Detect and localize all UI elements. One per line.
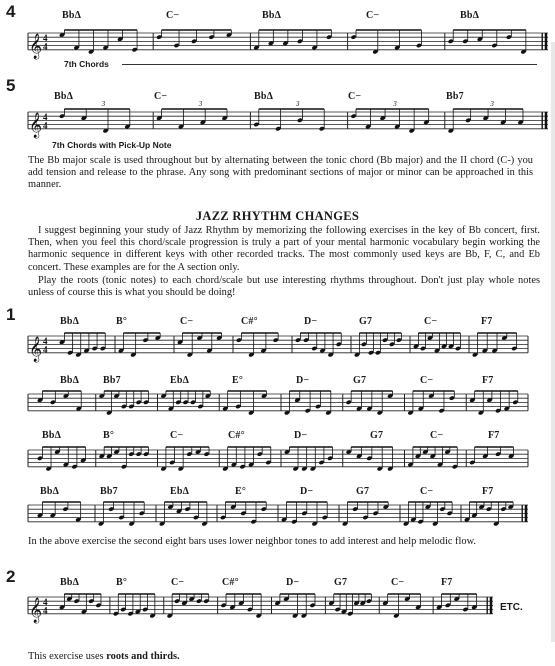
triplet-mark: 3 [490, 100, 494, 108]
time-signature-bottom: 4 [43, 41, 48, 52]
chord-symbol: C#° [228, 430, 245, 441]
time-signature-top: 4 [43, 335, 48, 346]
etc-label: ETC. [500, 602, 523, 613]
time-signature-top: 4 [43, 111, 48, 122]
example-number: 1 [6, 305, 16, 324]
chord-symbol: BbΔ [60, 375, 80, 386]
time-signature-bottom: 4 [43, 120, 48, 131]
chord-symbol: C− [391, 577, 405, 588]
chord-symbol: EbΔ [170, 486, 190, 497]
chord-symbol: Bb7 [446, 91, 464, 102]
chord-symbol: C− [170, 430, 184, 441]
staff-caption: 7th Chords with Pick-Up Note [52, 140, 172, 150]
chord-symbol: C− [430, 430, 444, 441]
chord-symbol: BbΔ [60, 577, 80, 588]
treble-clef-icon: 𝄞 [29, 33, 43, 59]
treble-clef-icon: 𝄞 [29, 597, 43, 623]
footer-text: This exercise uses [28, 651, 104, 662]
chord-symbol: C− [420, 486, 434, 497]
chord-symbol: G7 [359, 316, 373, 327]
chord-symbol: BbΔ [62, 10, 82, 21]
chord-symbol: C− [180, 316, 194, 327]
chord-symbol: D− [296, 375, 310, 386]
chord-symbol: G7 [370, 430, 384, 441]
chord-symbol: BbΔ [54, 91, 74, 102]
body-paragraph: The Bb major scale is used throughout but by alternating between the tonic chord (Bb major) and the II chord (C-) you add tension and release to the phrase. Any song with predominant sections of major or minor can be approached in this manner. [28, 155, 533, 191]
chord-symbol: B° [116, 577, 128, 588]
chord-symbol: B° [116, 316, 128, 327]
triplet-mark: 3 [198, 100, 203, 108]
time-signature-bottom: 4 [43, 605, 48, 616]
music-staff [28, 589, 493, 629]
music-staff [28, 100, 548, 144]
music-staff [28, 328, 528, 368]
chord-symbol: BbΔ [42, 430, 62, 441]
chord-symbol: C#° [222, 577, 239, 588]
treble-clef-icon: 𝄞 [29, 336, 43, 362]
chord-symbol: BbΔ [60, 316, 80, 327]
chord-symbol: B° [103, 430, 115, 441]
triplet-mark: 3 [101, 100, 106, 108]
chord-symbol: D− [304, 316, 318, 327]
treble-clef-icon: 𝄞 [29, 112, 43, 138]
footer-emphasis: roots and thirds. [106, 651, 180, 662]
chord-symbol: C− [348, 91, 362, 102]
chord-symbol: D− [286, 577, 300, 588]
example-number: 4 [6, 2, 16, 21]
chord-symbol: C#° [241, 316, 258, 327]
chord-symbol: BbΔ [460, 10, 480, 21]
example-number: 2 [6, 567, 16, 586]
example-number: 5 [6, 76, 16, 95]
music-staff [28, 497, 528, 537]
chord-symbol: F7 [482, 486, 494, 497]
time-signature-top: 4 [43, 32, 48, 43]
chord-symbol: D− [294, 430, 308, 441]
chord-symbol: EbΔ [170, 375, 190, 386]
chord-symbol: G7 [353, 375, 367, 386]
chord-symbol: C− [171, 577, 185, 588]
body-paragraph: Play the roots (tonic notes) to each chord/scale but use interesting rhythms throughout. Don't just play whole notes unless of course this is what you should be doing! [28, 275, 540, 299]
chord-symbol: E° [232, 375, 244, 386]
chord-symbol: G7 [356, 486, 370, 497]
chord-symbol: BbΔ [254, 91, 274, 102]
triplet-mark: 3 [296, 100, 300, 108]
triplet-mark: 3 [393, 100, 397, 108]
staff-caption: 7th Chords [64, 59, 109, 69]
chord-symbol: BbΔ [40, 486, 60, 497]
time-signature-bottom: 4 [43, 344, 48, 355]
caption-line [122, 64, 537, 65]
chord-symbol: D− [300, 486, 314, 497]
chord-symbol: BbΔ [262, 10, 282, 21]
chord-symbol: C− [154, 91, 168, 102]
music-staff [28, 386, 528, 426]
chord-symbol: C− [366, 10, 380, 21]
chord-symbol: F7 [441, 577, 453, 588]
chord-symbol: C− [166, 10, 180, 21]
chord-symbol: Bb7 [103, 375, 121, 386]
chord-symbol: G7 [334, 577, 348, 588]
body-paragraph: In the above exercise the second eight bars uses lower neighbor tones to add interest and help melodic flow. [28, 536, 477, 547]
chord-symbol: E° [235, 486, 247, 497]
chord-symbol: F7 [482, 375, 494, 386]
music-staff [28, 442, 528, 482]
time-signature-top: 4 [43, 596, 48, 607]
section-heading: JAZZ RHYTHM CHANGES [195, 209, 360, 223]
body-paragraph: I suggest beginning your study of Jazz Rhythm by memorizing the following exercises in the key of Bb concert, first. Then, when you feel this chord/scale progression is truly a part of your mental harmonic vocabulary begin working the harmonic sequence in different keys with other recorded tracks. The most commonly used keys are Bb, F, C, and Eb concert. These examples are for the A section only. [28, 225, 540, 273]
chord-symbol: F7 [481, 316, 493, 327]
chord-symbol: Bb7 [100, 486, 118, 497]
chord-symbol: C− [424, 316, 438, 327]
chord-symbol: F7 [488, 430, 500, 441]
chord-symbol: C− [420, 375, 434, 386]
page-edge [551, 42, 555, 642]
footer-note [28, 651, 543, 663]
